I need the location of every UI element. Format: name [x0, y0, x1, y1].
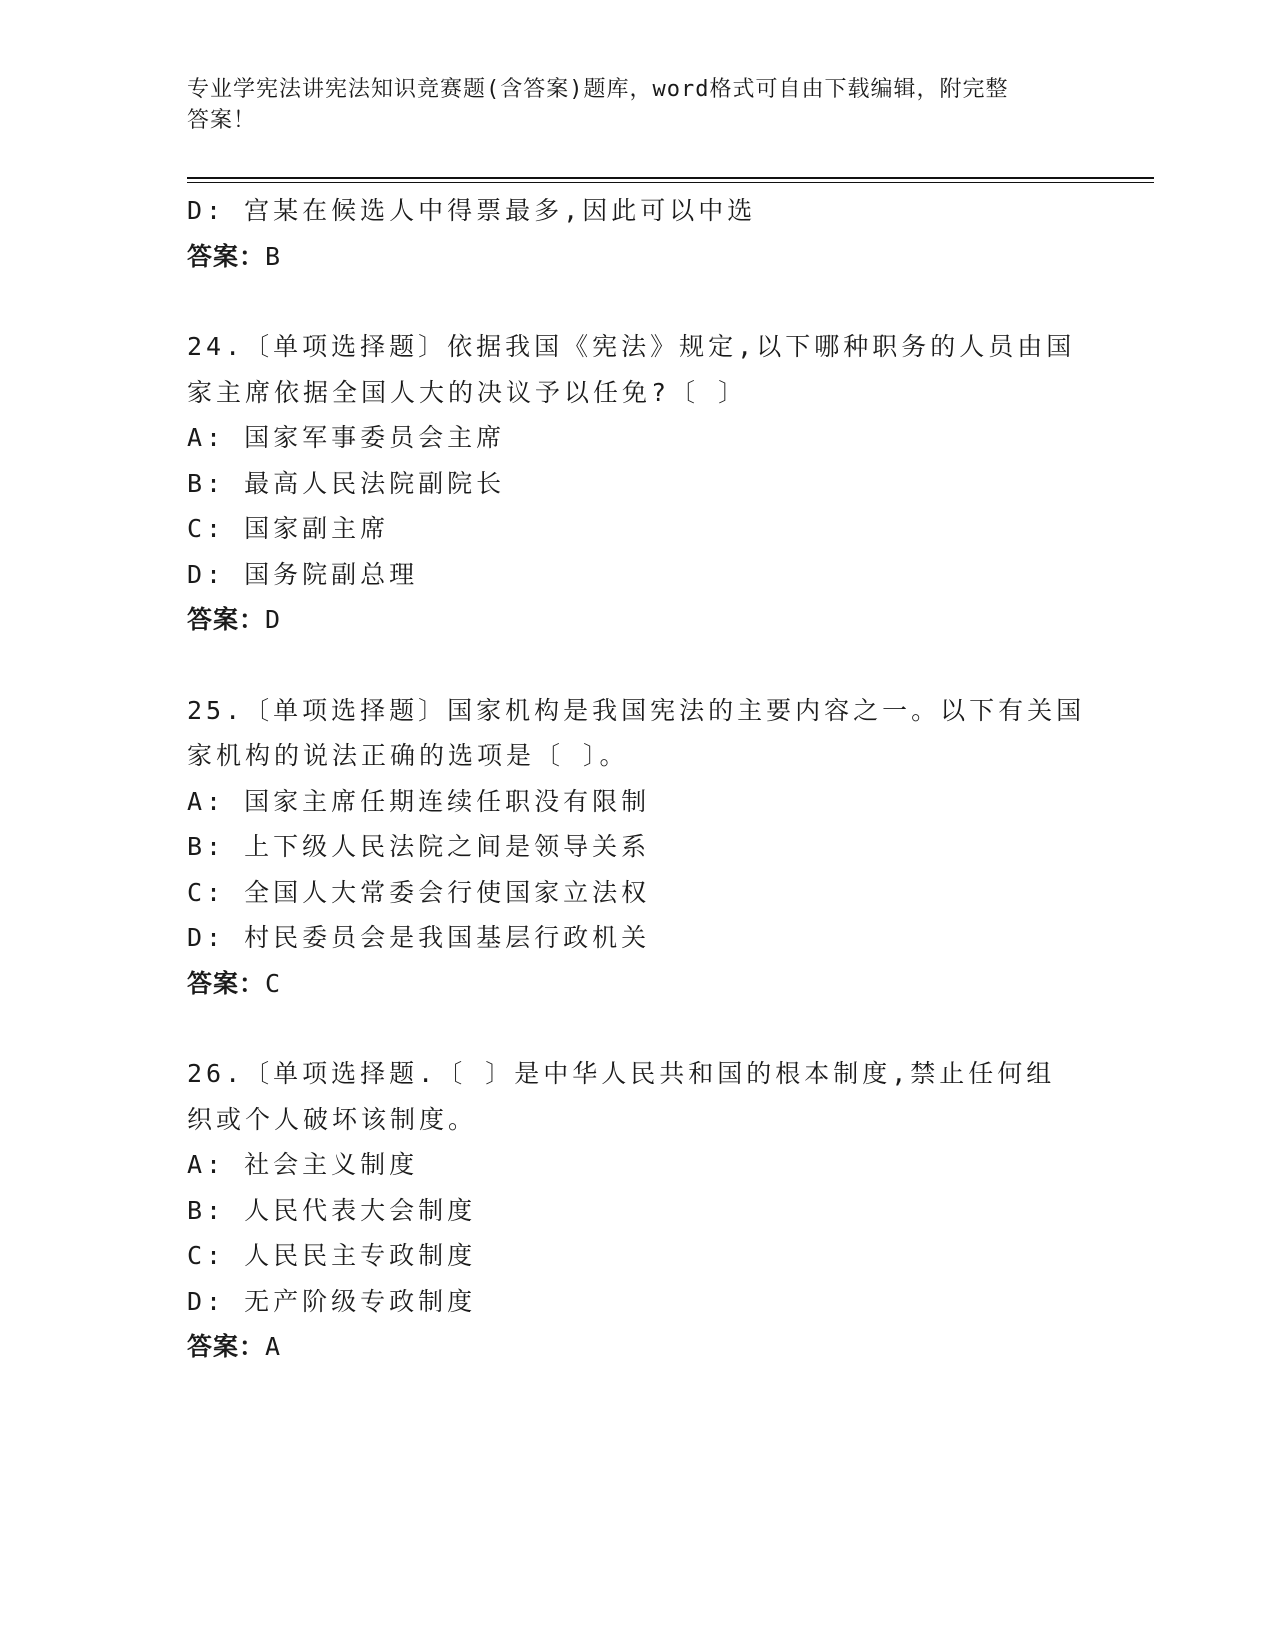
continued-question: [187, 188, 1087, 279]
header-line-1: 专业学宪法讲宪法知识竞赛题(含答案)题库，word格式可自由下载编辑，附完整: [187, 77, 1009, 102]
question-24: [187, 324, 1087, 643]
option-b: B: 最高人民法院副院长: [187, 468, 506, 498]
option-c: C: 人民民主专政制度: [187, 1241, 477, 1270]
option-a: A: 国家主席任期连续任职没有限制: [187, 786, 651, 816]
spacer: [187, 643, 1087, 688]
question-stem-line-2: 家机构的说法正确的选项是〔 〕。: [187, 741, 629, 770]
answer-line: [187, 961, 1087, 1007]
option-d: D: 村民委员会是我国基层行政机关: [187, 923, 651, 952]
answer-value: B: [265, 241, 282, 271]
option-b: B: 上下级人民法院之间是领导关系: [187, 832, 651, 861]
question-25: [187, 688, 1087, 1007]
header-line-2: 答案！: [187, 108, 257, 133]
answer-value: A: [265, 1332, 282, 1361]
question-stem-line-1: 26.〔单项选择题.〔 〕是中华人民共和国的根本制度,禁止任何组: [187, 1059, 1056, 1088]
answer-value: D: [265, 605, 282, 634]
option-d: D: 国务院副总理: [187, 559, 419, 589]
page-header: [187, 74, 1067, 136]
answer-line: [187, 597, 1087, 643]
question-26: [187, 1051, 1087, 1370]
question-stem-line-1: 25.〔单项选择题〕国家机构是我国宪法的主要内容之一。以下有关国: [187, 695, 1086, 725]
spacer: [187, 279, 1087, 324]
answer-label: 答案：: [187, 1332, 266, 1361]
answer-line: [187, 234, 1087, 280]
header-divider-thin: [187, 182, 1154, 183]
document-body: [187, 188, 1087, 1370]
answer-line: [187, 1324, 1087, 1370]
header-divider-thick: [187, 177, 1154, 179]
answer-value: C: [265, 968, 282, 998]
option-d: D: 宫某在候选人中得票最多,因此可以中选: [187, 196, 757, 225]
answer-label: 答案：: [187, 241, 266, 271]
answer-label: 答案：: [187, 968, 266, 998]
question-stem-line-2: 家主席依据全国人大的决议予以任免?〔 〕: [187, 377, 748, 407]
option-b: B: 人民代表大会制度: [187, 1195, 477, 1225]
question-stem-line-2: 织或个人破坏该制度。: [187, 1104, 478, 1134]
spacer: [187, 1006, 1087, 1051]
option-d: D: 无产阶级专政制度: [187, 1286, 477, 1316]
option-a: A: 国家军事委员会主席: [187, 423, 506, 452]
question-stem-line-1: 24.〔单项选择题〕依据我国《宪法》规定,以下哪种职务的人员由国: [187, 332, 1076, 361]
option-c: C: 国家副主席: [187, 514, 390, 543]
option-c: C: 全国人大常委会行使国家立法权: [187, 877, 651, 907]
answer-label: 答案：: [187, 605, 266, 634]
option-a: A: 社会主义制度: [187, 1150, 419, 1179]
